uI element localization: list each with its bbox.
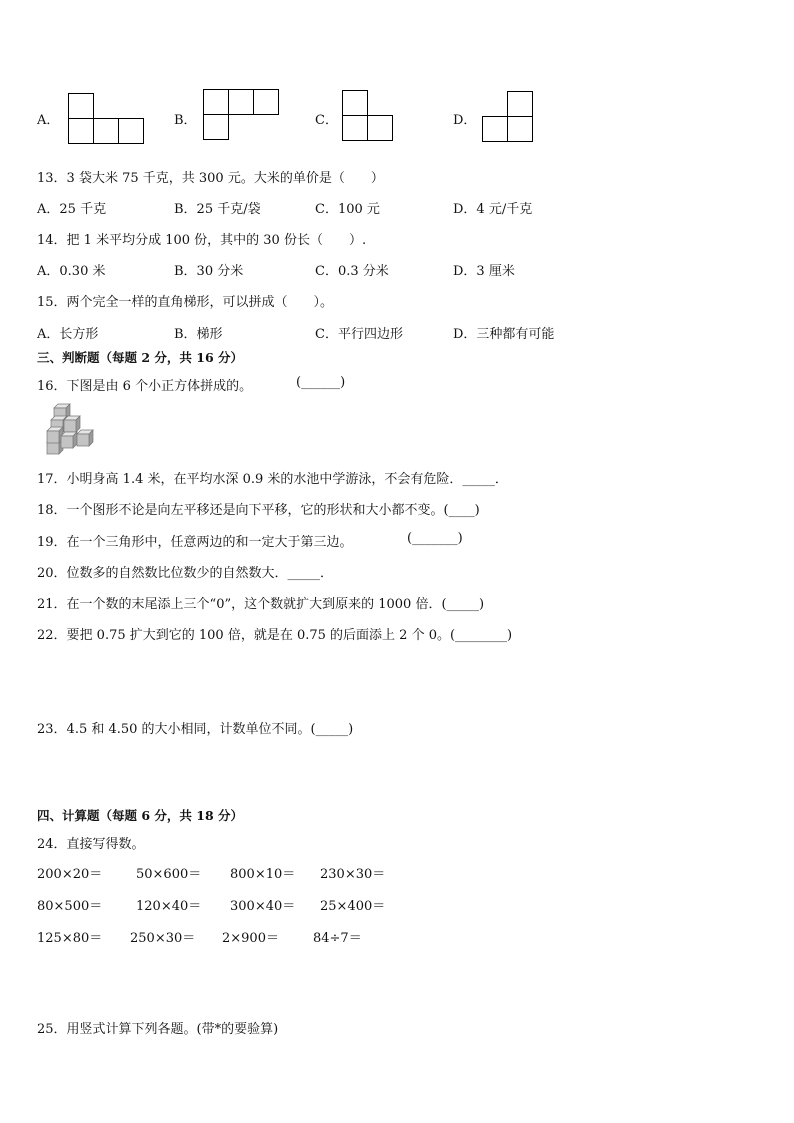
q17-stem: 17．小明身高 1.4 米，在平均水深 0.9 米的水池中学游泳，不会有危险．_____．: [37, 472, 508, 487]
q14-option-b: B．30 分米: [174, 264, 244, 279]
calc-item: 50×600＝: [136, 867, 202, 882]
q12-option-c-letter: C．: [315, 113, 338, 128]
calc-item: 84÷7＝: [313, 931, 362, 946]
calc-item: 800×10＝: [230, 867, 296, 882]
q24-stem: 24．直接写得数。: [37, 837, 145, 852]
q13-stem: 13．3 袋大米 75 千克，共 300 元。大米的单价是（ ）: [37, 171, 384, 186]
q15-stem: 15．两个完全一样的直角梯形，可以拼成（ ）。: [37, 295, 334, 310]
q16-stem: 16．下图是由 6 个小正方体拼成的。: [37, 379, 253, 394]
stacked-cubes-figure: [44, 402, 102, 456]
calc-item: 2×900＝: [222, 931, 279, 946]
q14-option-c: C．0.3 分米: [315, 264, 389, 279]
q15-option-d: D．三种都有可能: [453, 327, 555, 342]
calc-item: 80×500＝: [37, 899, 103, 914]
q14-option-d: D．3 厘米: [453, 264, 515, 279]
calc-item: 120×40＝: [136, 899, 202, 914]
q15-option-c: C．平行四边形: [315, 327, 403, 342]
q12-option-d-letter: D．: [453, 113, 477, 128]
calc-item: 25×400＝: [320, 899, 386, 914]
q13-option-c: C．100 元: [315, 202, 380, 217]
q25-stem: 25．用竖式计算下列各题。(带*的要验算): [37, 1022, 279, 1037]
calc-item: 200×20＝: [37, 867, 103, 882]
calc-item: 125×80＝: [37, 931, 103, 946]
section-3-title: 三、判断题（每题 2 分，共 16 分）: [37, 350, 244, 365]
q13-option-a: A．25 千克: [37, 202, 107, 217]
q19-stem: 19．在一个三角形中，任意两边的和一定大于第三边。: [37, 535, 353, 550]
q22-stem: 22．要把 0.75 扩大到它的 100 倍，就是在 0.75 的后面添上 2 个 0。(________): [37, 628, 513, 643]
q16-answer-blank: (______): [296, 375, 346, 390]
q19-answer-blank: (_______): [407, 531, 463, 546]
q20-stem: 20．位数多的自然数比位数少的自然数大．_____．: [37, 566, 334, 581]
q12-option-a-letter: A．: [37, 113, 60, 128]
q18-stem: 18．一个图形不论是向左平移还是向下平移，它的形状和大小都不变。(____): [37, 503, 480, 518]
q21-stem: 21．在一个数的末尾添上三个“0”，这个数就扩大到原来的 1000 倍．(_____): [37, 597, 485, 612]
q15-option-b: B．梯形: [174, 327, 223, 342]
q13-option-b: B．25 千克/袋: [174, 202, 261, 217]
calc-item: 230×30＝: [320, 867, 386, 882]
q14-option-a: A．0.30 米: [37, 264, 106, 279]
calc-item: 300×40＝: [230, 899, 296, 914]
q15-option-a: A．长方形: [37, 327, 99, 342]
q12-option-b-letter: B．: [174, 113, 197, 128]
q23-stem: 23．4.5 和 4.50 的大小相同，计数单位不同。(_____): [37, 722, 354, 737]
q13-option-d: D．4 元/千克: [453, 202, 533, 217]
q14-stem: 14．把 1 米平均分成 100 份，其中的 30 份长（ ）.: [37, 233, 367, 248]
section-4-title: 四、计算题（每题 6 分，共 18 分）: [37, 808, 244, 823]
calc-item: 250×30＝: [130, 931, 196, 946]
